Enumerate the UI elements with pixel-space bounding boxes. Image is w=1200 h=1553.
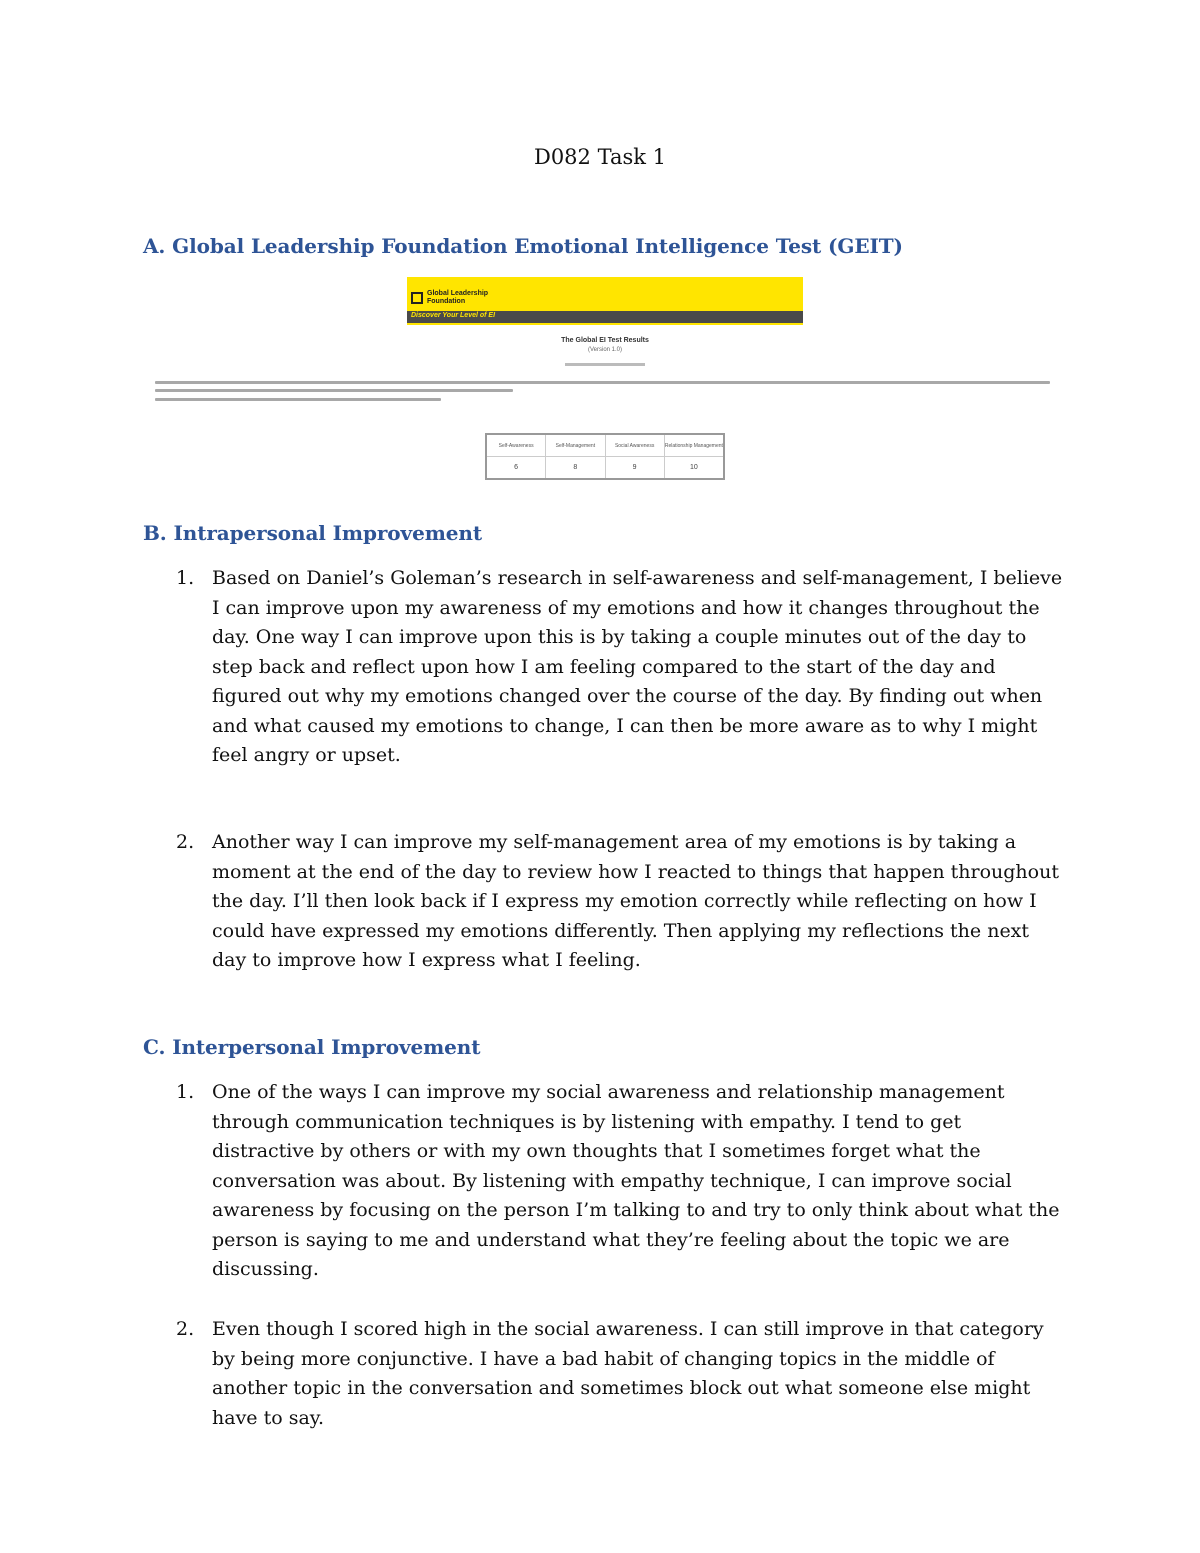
banner-tagline: Discover Your Level of EI xyxy=(411,312,496,319)
score-value: 9 xyxy=(606,457,665,478)
list-item-text: Another way I can improve my self-management area of my emotions is by taking a moment at the end of the day to review how I reacted to things that happen throughout the day. I’ll then look back if I express my emotion correctly while reflecting on how I could have expressed my emotions differently. Then applying my reflections the next day to improve how I express what I feeling. xyxy=(212,831,1059,971)
results-title: The Global EI Test Results xyxy=(561,337,649,344)
section-b-heading: B. Intrapersonal Improvement xyxy=(143,521,482,545)
list-item-number: 1. xyxy=(176,567,195,589)
section-c-heading: C. Interpersonal Improvement xyxy=(143,1035,481,1059)
list-item-text: Based on Daniel’s Goleman’s research in self-awareness and self-management, I believe I can improve upon my awareness of my emotions and how it changes throughout the day. One way I can improve upon this is by taking a couple minutes out of the day to step back and reflect upon how I am feeling compared to the start of the day and figured out why my emotions changed over the course of the day. By finding out when and what caused my emotions to change, I can then be more aware as to why I might feel angry or upset. xyxy=(212,567,1063,766)
list-item xyxy=(176,564,1076,771)
score-value: 10 xyxy=(689,464,698,471)
list-item-number: 2. xyxy=(176,1318,195,1340)
list-item-number: 2. xyxy=(176,831,195,853)
geit-results-screenshot xyxy=(148,275,1058,490)
score-header: Relationship Management xyxy=(664,442,723,449)
foundation-logo-text: Global Leadership Foundation xyxy=(427,290,489,305)
score-header: Self-Management xyxy=(546,435,605,456)
list-item xyxy=(176,1078,1076,1285)
results-meta-line xyxy=(407,362,803,368)
list-item-text: One of the ways I can improve my social awareness and relationship management through communication techniques is by listening with empathy. I tend to get distractive by others or with my own thoughts that I sometimes forget what the conversation was about. By listening with empathy technique, I can improve social awareness by focusing on the person I’m talking to and try to only think about what the person is saying to me and understand what they’re feeling about the topic we are discussing. xyxy=(212,1081,1060,1280)
list-item-number: 1. xyxy=(176,1081,195,1103)
score-value: 8 xyxy=(546,457,605,478)
score-value: 6 xyxy=(487,457,546,478)
banner-tagline-strip xyxy=(407,311,803,323)
score-table xyxy=(485,433,725,480)
section-a-heading: A. Global Leadership Foundation Emotional Intelligence Test (GEIT) xyxy=(143,234,903,258)
list-item xyxy=(176,1315,1076,1433)
list-item-text: Even though I scored high in the social awareness. I can still improve in that category by being more conjunctive. I have a bad habit of changing topics in the middle of another topic in the conversation and sometimes block out what someone else might have to say. xyxy=(212,1318,1044,1429)
score-table-value-row xyxy=(487,457,723,478)
document-title: D082 Task 1 xyxy=(533,145,667,169)
results-description-text xyxy=(155,381,1050,406)
list-item xyxy=(176,828,1076,976)
score-header: Self-Awareness xyxy=(487,435,546,456)
foundation-logo-icon xyxy=(411,292,423,304)
score-header: Social Awareness xyxy=(606,435,665,456)
results-subtitle: (Version 1.0) xyxy=(587,347,623,353)
score-table-header-row xyxy=(487,435,723,457)
